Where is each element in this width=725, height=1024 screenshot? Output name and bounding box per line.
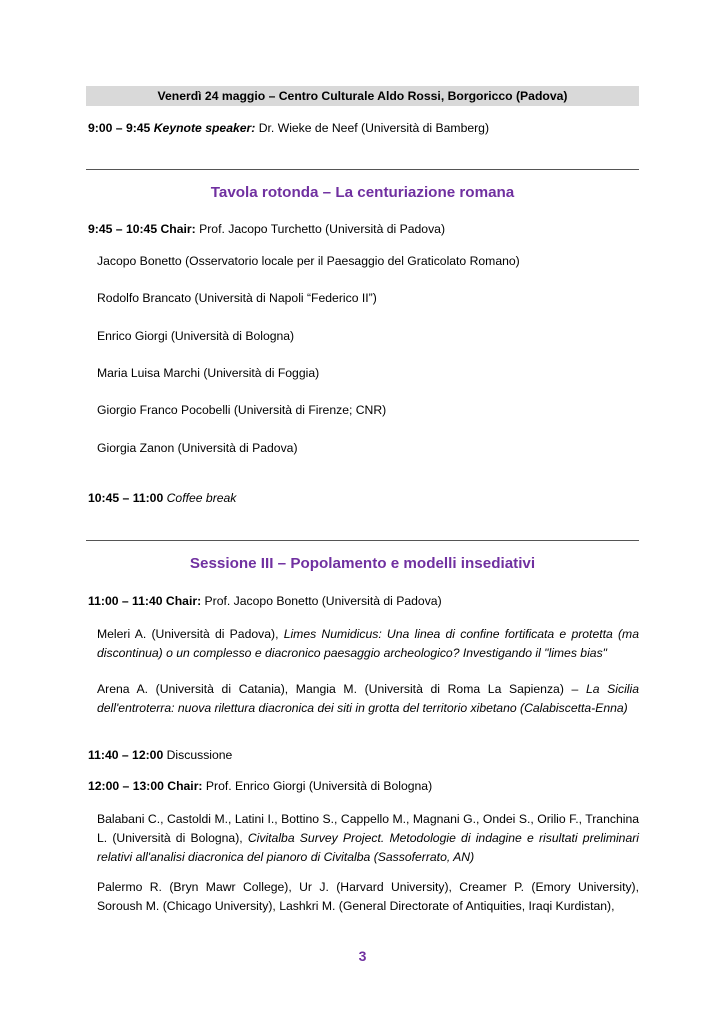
talk-authors: Balabani C., Castoldi M., Latini I., Bottino S., Cappello M., Magnani G., Ondei S., Orilio F., Tranchina L. (Università di Bologna), — [97, 812, 639, 845]
chair-time: 9:45 – 10:45 Chair: — [88, 222, 196, 236]
discussion-time: 11:40 – 12:00 — [88, 748, 164, 762]
talk-title: La Sicilia dell'entroterra: nuova rilettura diacronica dei siti in grotta del territorio xibetano (Calabiscetta-Enna) — [97, 682, 639, 715]
talk-authors: Meleri A. (Università di Padova), — [97, 627, 284, 641]
talk-authors: Arena A. (Università di Catania), Mangia M. (Università di Roma La Sapienza) – — [97, 682, 586, 696]
talk-entry — [97, 878, 639, 916]
participant-item: Giorgia Zanon (Università di Padova) — [97, 441, 298, 455]
discussion-label: Discussione — [163, 748, 233, 762]
talk-title: Limes Numidicus: Una linea di confine fortificata e protetta (ma discontinua) o un complesso e diacronico paesaggio archeologico? Investigando il "limes bias" — [97, 627, 639, 660]
keynote-time: 9:00 – 9:45 — [88, 121, 151, 135]
coffee-break-row — [88, 491, 236, 505]
divider — [86, 169, 639, 170]
chair-row — [88, 779, 432, 793]
keynote-label: Keynote speaker: — [153, 121, 256, 135]
chair-time: 12:00 – 13:00 Chair: — [88, 779, 203, 793]
talk-entry — [97, 680, 639, 718]
coffee-label: Coffee break — [163, 491, 237, 505]
chair-row — [88, 222, 445, 236]
participant-item: Giorgio Franco Pocobelli (Università di Firenze; CNR) — [97, 403, 387, 417]
chair-row — [88, 594, 442, 608]
talk-entry — [97, 625, 639, 663]
chair-name: Prof. Jacopo Bonetto (Università di Padova) — [201, 594, 442, 608]
coffee-time: 10:45 – 11:00 — [88, 491, 164, 505]
chair-name: Prof. Enrico Giorgi (Università di Bologna) — [202, 779, 433, 793]
keynote-row — [88, 121, 489, 135]
divider — [86, 540, 639, 541]
page-number: 3 — [358, 948, 367, 964]
participant-item: Enrico Giorgi (Università di Bologna) — [97, 329, 295, 343]
discussion-row — [88, 748, 232, 762]
section-title-tavola: Tavola rotonda – La centuriazione romana — [210, 184, 515, 201]
talk-entry — [97, 810, 639, 867]
section-title-sessione3: Sessione III – Popolamento e modelli insediativi — [189, 555, 536, 572]
chair-time: 11:00 – 11:40 Chair: — [88, 594, 202, 608]
chair-name: Prof. Jacopo Turchetto (Università di Padova) — [195, 222, 446, 236]
participant-item: Maria Luisa Marchi (Università di Foggia) — [97, 366, 320, 380]
participant-item: Rodolfo Brancato (Università di Napoli “Federico II”) — [97, 291, 377, 305]
participant-item: Jacopo Bonetto (Osservatorio locale per il Paesaggio del Graticolato Romano) — [97, 254, 520, 268]
talk-title: Civitalba Survey Project. Metodologie di indagine e risultati preliminari relativi all'analisi diacronica del pianoro di Civitalba (Sassoferrato, AN) — [97, 831, 639, 864]
day-header: Venerdì 24 maggio – Centro Culturale Aldo Rossi, Borgoricco (Padova) — [86, 86, 639, 106]
talk-authors: Palermo R. (Bryn Mawr College), Ur J. (Harvard University), Creamer P. (Emory University), Soroush M. (Chicago University), Lashkri M. (General Directorate of Antiquities, Iraqi Kurdistan), — [97, 880, 639, 913]
keynote-speaker: Dr. Wieke de Neef (Università di Bamberg) — [255, 121, 490, 135]
